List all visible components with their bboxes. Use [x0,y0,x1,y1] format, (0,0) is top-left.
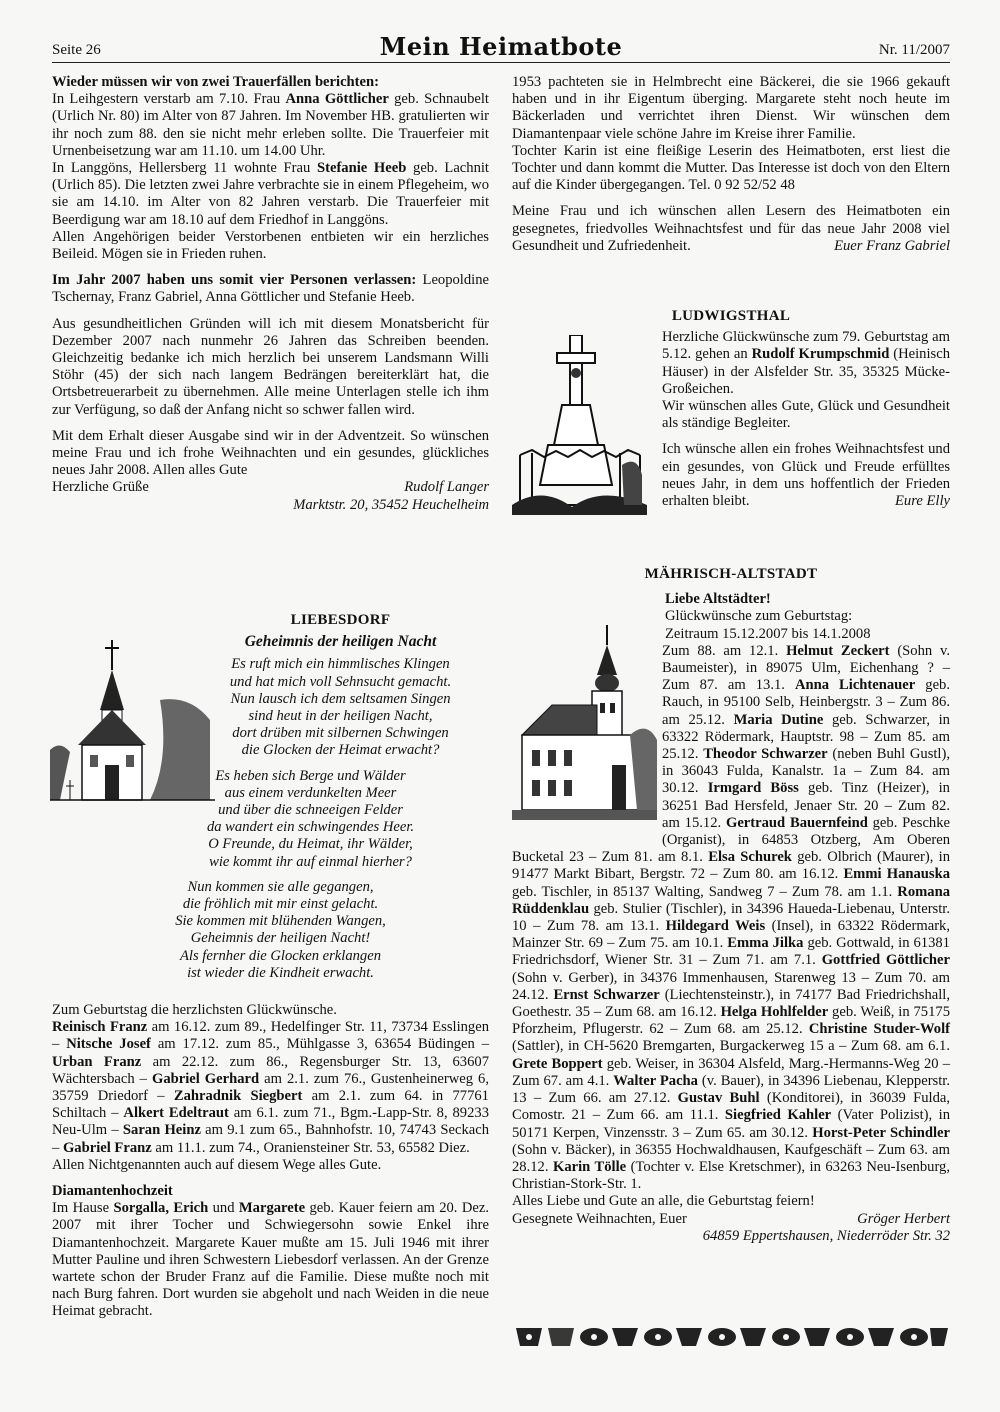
text: geb. Tinz (Heizer), in 36251 Bad Hersfeld, Jenaer Str. 20 – Zum 82. am 15.12. [662,780,950,831]
text: geb. Tischler, in 85137 Walting, Sandweg 7 – Zum 78. am 1.1. [512,883,898,900]
text: Im Hause [52,1200,114,1217]
masthead: Mein Heimatbote [379,32,623,61]
diamant-title: Diamantenhochzeit [52,1183,173,1200]
section-title-liebesdorf: LIEBESDORF [290,612,391,628]
name: Anna Göttlicher [285,91,389,108]
name: Margarete [238,1200,306,1217]
text: geb. Rauch, in 95100 Selb, Heinbergstr. 3 – Zum 86. am 25.12. [662,677,950,728]
text: geb. Weiß, in 75175 Pforzheim, Pflugerstr. 62 – Zum 68. am 25.12. [512,1004,950,1038]
trauer-title: Wieder müssen wir von zwei Trauerfällen berichten: [52,74,379,90]
ma-birthday-list [512,643,950,1194]
section-title-maehrisch-altstadt: MÄHRISCH-ALTSTADT [644,566,818,582]
name: Gertraud Bauernfeind [725,814,868,831]
name: Walter Pacha [613,1072,698,1089]
text: geb. Olbrich (Maurer), in 91477 Markt Bibart, Bergstr. 72 – Zum 80. am 16.12. [512,849,950,883]
greeting: Herzliche Grüße [52,479,149,496]
signature: Euer Franz Gabriel [834,237,950,254]
name: Gottfried Göttlicher [821,952,950,969]
text: (Sattler), in CH-5620 Bremgarten, Burgackerweg 15 a – Zum 68. am 6.1. [512,1038,950,1055]
name: Emma Jilka [727,935,804,952]
gesundheit-paragraph: Aus gesundheitlichen Gründen will ich mit diesem Monatsbericht für Dezember 2007 nach nunmehr 26 Jahren das Schreiben beenden. Gleichzeitig bedanke ich mich herzlich bei unserem Landsmann Willi Stöhr (45) der sich nach langem Bedrängen bereiterklärt hat, die Ortsbetreuerarbeit zu übernehmen. Alle meine Unterlagen stelle ich ihm zur Verfügung, so daß der Anfang nicht so schwer fallen wird. [52,315,489,418]
name: Horst-Peter Schindler [812,1124,951,1141]
text: (v. Bauer), in 34396 Liebenau, Klepperstr. 13 – Zum 66. am 27.12. [512,1072,950,1107]
cross-illustration [512,335,647,515]
float-spacer [512,643,662,833]
geburtstag-list [52,1019,489,1157]
text: am 2.1. zum 64. in 77761 Schiltach – [52,1088,489,1122]
name: Elsa Schurek [708,849,792,866]
text: Ich wünsche allen ein frohes Weihnachtsfest und ein gesundes, von Glück und Freude erfülltes neues Jahr, in dem uns hoffentlich der Frieden erhalten bleibt. [662,441,950,510]
ma-signature-address: 64859 Eppertshausen, Niederröder Str. 32 [702,1227,950,1244]
signature: Eure Elly [895,493,950,510]
poem-stanza-3: Nun kommen sie alle gegangen, die fröhlich mit mir einst gelacht. Sie kommen mit blühenden Wangen, Geheimnis der heiligen Nacht! Als fernher die Glocken erklangen ist wieder die Kindheit erwacht. [175,878,386,981]
lud-christmas [662,441,950,510]
text: am 22.12. zum 86., Regensburger Str. 13, 63607 Wächtersbach – [52,1053,489,1087]
text: geb. Schwarzer, in 63322 Rödermark, Hauptstr. 98 – Zum 85. am 25.12. [662,711,950,763]
name: Helga Hohlfelder [720,1004,829,1021]
text: Meine Frau und ich wünschen allen Lesern des Heimatboten ein gesegnetes, friedvolles Weihnachtsfest und für das neue Jahr 2008 viel Gesundheit und Zufriedenheit. [512,203,950,254]
name: Sorgalla, Erich [113,1200,209,1217]
text: Zum 88. am 12.1. [662,642,787,659]
liebesdorf-section [52,612,489,990]
geburtstag-end: Allen Nichtgenannten auch auf diesem Wege alles Gute. [52,1156,382,1173]
text: geb. Schnaubelt (Urlich Nr. 80) im Alter von 87 Jahren. Im November HB. gratulierten wir ihr noch zum 88. den sie nicht mehr erleben sollte. Die Trauerfeier mit Urnenbeisetzung war am 11.10. um 14.00 Uhr. [52,91,489,159]
continuation-paragraph: 1953 pachteten sie in Helmbrecht eine Bäckerei, die sie 1966 gekauft haben und in ihr Eigentum überging. Margarete steht noch heute im Bäckerladen und verrichtet ihren Dienst. Wir wünschen dem Diamantenpaar viele schöne Jahre im Kreise ihrer Familie. [512,74,950,142]
text: In Langgöns, Hellersberg 11 wohnte Frau [52,160,317,177]
text: Zeitraum 15.12.2007 bis 14.1.2008 [665,625,871,642]
text: geb. Stulier (Tischler), in 34396 Haueda-Liebenau, Unterstr. 10 – Zum 78. am 13.1. [512,900,950,935]
text: geb. Gottwald, in 61381 Friedrichsdorf, Wiener Str. 31 – Zum 71. am 7.1. [512,935,950,969]
section-title-ludwigsthal: LUDWIGSTHAL [671,308,791,324]
text: Glückwünsche zum Geburtstag: [665,608,853,625]
text: am 2.1. zum 76., Gustenheinerweg 6, 35759 Driedorf – [52,1070,489,1105]
name: Emmi Hanauska [843,866,950,883]
maehrisch-altstadt-section [512,566,950,1245]
ludwigsthal-section [662,308,950,519]
lud-paragraph [662,329,950,398]
name: Hildegard Weis [665,918,766,935]
name: Karin Tölle [552,1158,627,1175]
name: Gabriel Gerhard [151,1070,260,1087]
poem-title: Geheimnis der heiligen Nacht [244,633,437,651]
text: (Konditorei), in 36039 Fulda, Comostr. 21 – Zum 66. am 11.1. [512,1090,950,1124]
right-column-top [512,74,950,264]
text: geb. Kauer feiern am 20. Dez. 2007 mit ihrer Tocher und Schwiegersohn sowie Enkel ihre Diamantenhochzeit. Margarete Kauer mußte am 15. Juli 1946 mit ihrer Mutter Pauline und ihren Schwestern Liebesdorf verlassen. An der Grenze wartete schon der Bruder Franz auf die Familie. Diese mußte noch mit nach Burg fahren. Dort wurden sie abgeholt und nach Weiden in die neue Heimat gebracht. [52,1200,489,1320]
text: (Sohn v. Gerber), in 34376 Immenhausen, Starenweg 13 – Zum 70. am 24.12. [512,969,950,1003]
name: Nitsche Josef [66,1036,151,1053]
ornament-border [512,1322,950,1352]
name: Theodor Schwarzer [703,746,828,763]
name: Maria Dutine [733,711,824,728]
text: Herzliche Glückwünsche zum 79. Geburtstag am 5.12. gehen an [662,329,950,363]
name: Irmgard Böss [707,780,799,797]
signature-row [52,479,489,496]
issue-number: Nr. 11/2007 [878,42,950,58]
name: Stefanie Heeb [316,160,407,177]
name: Alkert Edeltraut [123,1105,229,1122]
left-column-top [52,74,489,514]
ma-end: Alles Liebe und Gute an alle, die Geburtstag feiern! [512,1193,815,1210]
poem-stanza-1: Es ruft mich ein himmlisches Klingen und hat mich voll Sehnsucht gemacht. Nun lausch ich dem seltsamen Singen sind heut in der heiligen Nacht, dort drüben mit silbernen Schwingen die Glocken der Heimat erwacht? [229,656,452,759]
text: geb. Weiser, in 36304 Alsfeld, Marg.-Hermanns-Weg 20 – Zum 67. am 4.1. [512,1055,951,1089]
lud-wish: Wir wünschen alles Gute, Glück und Gesundheit als ständige Begleiter. [662,398,950,432]
text: Allen Angehörigen beider Verstorbenen entbieten wir ein herzliches Beileid. Mögen sie in Frieden ruhen. [52,228,489,263]
header-rule [52,62,950,63]
name: Siegfried Kahler [724,1107,832,1124]
advent-paragraph: Mit dem Erhalt dieser Ausgabe sind wir in der Adventzeit. So wünschen meine Frau und ich frohe Weihnachten und ein gesundes, glückliches neues Jahr 2008. Allen alles Gute [52,427,489,479]
text: geb. Lachnit (Urlich 85). Die letzten zwei Jahre verbrachte sie in einem Pflegeheim, wo sie am 14.10. im Alter von 82 Jahren verstarb. Die Trauerfeier mit Beerdigung war am 18.10 auf dem Friedhof in Langgöns. [52,160,489,228]
text: am 6.1. zum 71., Bgm.-Lapp-Str. 8, 89233 Neu-Ulm – [52,1105,489,1139]
text: (Heinisch Häuser) in der Alsfelder Str. 35, 35325 Mücke-Großeichen. [662,346,950,397]
name: Reinisch Franz [52,1019,148,1036]
text: (Vater Polizist), in 50171 Kerpen, Vinzensstr. 3 – Zum 65. am 30.12. [512,1107,951,1141]
karin-paragraph: Tochter Karin ist eine fleißige Leserin des Heimatboten, erst liest die Tochter und dann kommt die Mutter. Das Interesse ist doch von den Eltern auf die Kinder übergegangen. Tel. 0 92 52/52 48 [512,142,950,194]
name: Gustav Buhl [677,1090,760,1107]
greeting: Liebe Altstädter! [665,591,771,608]
text: Leopoldine Tschernay, Franz Gabriel, Anna Göttlicher und Stefanie Heeb. [52,272,489,306]
text: am 17.12. zum 85., Mühlgasse 3, 63654 Büdingen – [150,1036,489,1053]
ma-intro [512,591,950,643]
text: am 16.12. zum 89., Hedelfinger Str. 11, 73734 Esslingen – [52,1019,489,1053]
name: Christine Studer-Wolf [808,1021,950,1038]
trauer-section [52,74,489,263]
name: Gabriel Franz [62,1139,152,1156]
name: Rudolf Krumpschmid [751,346,890,363]
left-column-bottom [52,1002,489,1330]
name: Grete Boppert [512,1055,603,1072]
signature-name: Rudolf Langer [404,479,489,496]
text: am 11.1. zum 74., Oraniensteiner Str. 53, 65582 Diez. [151,1139,470,1156]
text: (Insel), in 63322 Rödermark, Mainzer Str. 69 – Zum 75. am 10.1. [512,918,950,952]
text: (Sohn v. Baumeister), in 89075 Ulm, Eichenhang ? – Zum 87. am 13.1. [662,642,950,694]
ma-signature-row [512,1211,950,1228]
name: Romana Rüddenklau [512,883,950,917]
text: (Sohn v. Bäcker), in 36355 Hochwaldhausen, Kaufgeschäft – Zum 63. am 28.12. [512,1141,950,1175]
vier-personen [52,272,489,306]
name: Ernst Schwarzer [553,986,660,1003]
text: Gesegnete Weihnachten, Euer [512,1210,687,1227]
text: In Leihgestern verstarb am 7.10. Frau [52,91,286,108]
diamant-section [52,1183,489,1321]
text: (Tochter v. Else Kretschmer), in 63263 Neu-Isenburg, Christian-Stork-Str. 1. [512,1158,950,1193]
name: Urban Franz [52,1053,142,1070]
poem-stanza-2: Es heben sich Berge und Wälder aus einem verdunkelten Meer und über die schneeigen Felder da wandert ein schwingendes Heer. O Freunde, du Heimat, ihr Wälder, wie kommt ihr auf einmal hierher? [206,767,415,870]
text: geb. Peschke (Organist), in 64853 Otzberg, Am Oberen Bucketal 23 – Zum 81. am 8.1. [512,814,950,866]
text: (Liechtensteinstr.), in 74177 Bad Friedrichshall, Goethestr. 35 – Zum 68. am 16.12. [512,986,950,1021]
geburtstag-intro: Zum Geburtstag die herzlichsten Glückwünsche. [52,1002,337,1018]
name: Anna Lichtenauer [794,677,916,694]
name: Helmut Zeckert [786,642,890,659]
wish-paragraph [512,203,950,255]
text: (neben Buhl Gustl), in 36043 Fulda, Kanalstr. 1a – Zum 84. am 30.12. [662,746,950,797]
name: Zahradnik Siegbert [173,1088,303,1105]
page-number: Seite 26 [52,42,101,58]
page-header [52,32,950,62]
bold-lead: Im Jahr 2007 haben uns somit vier Personen verlassen: [52,272,417,289]
text: und [208,1200,239,1217]
text: am 9.1 zum 65., Bahnhofstr. 10, 74743 Seckach – [52,1122,489,1156]
signature-address: Marktstr. 20, 35452 Heuchelheim [293,496,489,513]
signature-name: Gröger Herbert [857,1210,950,1227]
name: Saran Heinz [122,1122,201,1139]
